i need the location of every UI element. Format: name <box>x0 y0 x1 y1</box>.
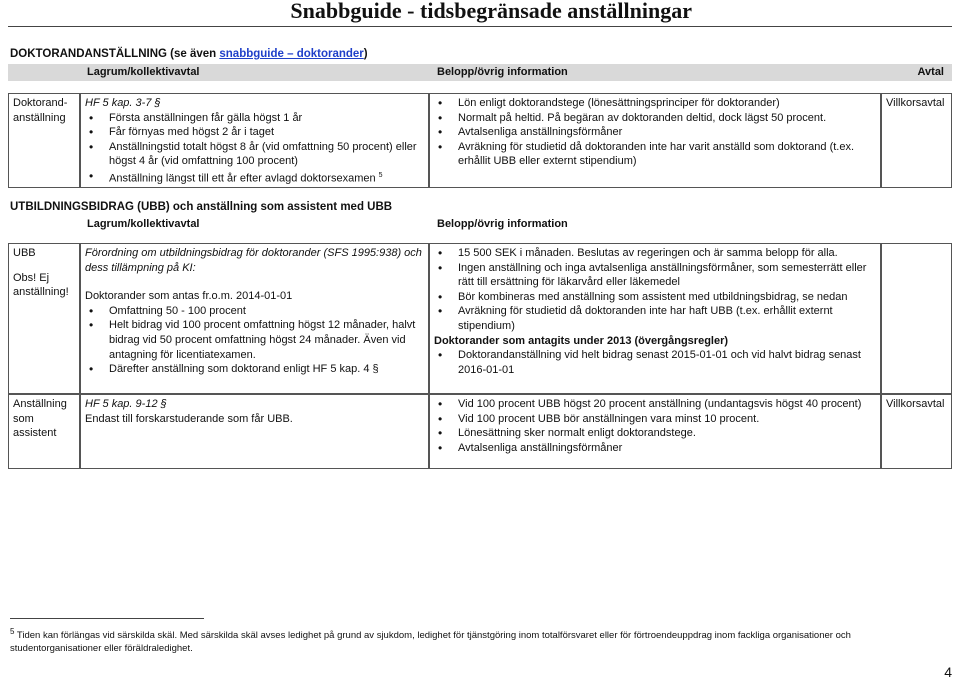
footnote-rule <box>10 618 204 619</box>
list-item: • Lönesättning sker normalt enligt doktorandstege. <box>434 426 876 441</box>
list-item: • Vid 100 procent UBB bör anställningen vara minst 10 procent. <box>434 412 876 427</box>
law-subheading: Doktorander som antas fr.o.m. 2014-01-01 <box>85 290 293 303</box>
assistent-row-law <box>80 394 429 469</box>
info-list <box>434 246 876 334</box>
snabbguide-doktorander-link[interactable]: snabbguide – doktorander <box>219 48 364 60</box>
law-title: HF 5 kap. 9-12 § <box>85 398 167 410</box>
info-list <box>434 96 876 169</box>
ubb-row-info <box>429 243 881 394</box>
list-item: • Vid 100 procent UBB högst 20 procent anställning (undantagsvis högst 40 procent) <box>434 397 876 412</box>
header-lagrum: Lagrum/kollektivavtal <box>87 218 200 230</box>
section1-header <box>8 64 952 81</box>
ubb-row-label: UBB Obs! Ej anställning! <box>8 243 80 394</box>
list-item: • Avtalsenliga anställningsförmåner <box>434 125 876 140</box>
list-item: • Omfattning 50 - 100 procent <box>85 304 424 319</box>
footnote-ref[interactable]: 5 <box>378 171 383 179</box>
list-item: • Normalt på heltid. På begäran av doktoranden deltid, dock lägst 50 procent. <box>434 111 876 126</box>
header-avtal: Avtal <box>917 66 944 78</box>
header-belopp: Belopp/övrig information <box>437 66 568 78</box>
section2-header <box>8 216 952 233</box>
assistent-row-label: Anställning som assistent <box>8 394 80 469</box>
list-item: • Får förnyas med högst 2 år i taget <box>85 125 424 140</box>
section1-row-info <box>429 93 881 188</box>
section1-row-label: Doktorand-anställning <box>8 93 80 188</box>
law-title: Förordning om utbildningsbidrag för doktorander (SFS 1995:938) och dess tillämpning på KI: <box>85 247 422 274</box>
list-item: • Avräkning för studietid då doktoranden inte har haft UBB (t.ex. erhållit externt stipendium) <box>434 304 876 333</box>
list-item: • Bör kombineras med anställning som assistent med utbildningsbidrag, se nedan <box>434 290 876 305</box>
assistent-row-avtal: Villkorsavtal <box>881 394 952 469</box>
ubb-row-law <box>80 243 429 394</box>
header-lagrum: Lagrum/kollektivavtal <box>87 66 200 78</box>
title-rule <box>8 26 952 27</box>
footnote: $^5$ Tiden kan förlängas vid särskilda skäl. Med särskilda skäl avses ledighet på grund av sjukdom, ledighet för tjänstgöring inom totalförsvaret eller för förtroendeuppdrag inom fackliga organisationer och studentorganisationer eller föräldraledighet. <box>10 627 851 655</box>
list-item: • Därefter anställning som doktorand enligt HF 5 kap. 4 § <box>85 362 424 377</box>
header-belopp: Belopp/övrig information <box>437 218 568 230</box>
info-list <box>434 397 876 455</box>
list-item: • Lön enligt doktorandstege (lönesättningsprinciper för doktorander) <box>434 96 876 111</box>
section1-title: DOKTORANDANSTÄLLNING (se även snabbguide – doktorander) <box>10 48 368 60</box>
assistent-row-info <box>429 394 881 469</box>
law-title: HF 5 kap. 3-7 § <box>85 97 161 109</box>
info-list <box>434 348 876 377</box>
list-item: • Ingen anställning och inga avtalsenliga anställningsförmåner, som semesterrätt eller rätt till ersättning för läkarvård eller läkemedel <box>434 261 876 290</box>
page-title: Snabbguide - tidsbegränsade anställningar <box>290 0 692 23</box>
ubb-row-avtal <box>881 243 952 394</box>
law-list <box>85 304 424 377</box>
info-subheading: Doktorander som antagits under 2013 (övergångsregler) <box>434 334 729 347</box>
list-item: • Första anställningen får gälla högst 1 år <box>85 111 424 126</box>
section2-title: UTBILDNINGSBIDRAG (UBB) och anställning som assistent med UBB <box>10 201 393 213</box>
list-item: • Anställningstid totalt högst 8 år (vid omfattning 50 procent) eller högst 4 år (vid omfattning 100 procent) <box>85 140 424 169</box>
law-text: Endast till forskarstuderande som får UBB. <box>85 412 293 425</box>
section1-row-avtal: Villkorsavtal <box>881 93 952 188</box>
list-item: • Doktorandanställning vid helt bidrag senast 2015-01-01 och vid halvt bidrag senast 2016-01-01 <box>434 348 876 377</box>
section1-row-law <box>80 93 429 188</box>
page-number: 4 <box>944 664 952 680</box>
law-list <box>85 111 424 187</box>
list-item: • Helt bidrag vid 100 procent omfattning högst 12 månader, halvt bidrag vid 50 procent omfattning högst 24 månader. Även vid antagning för licentiatexamen. <box>85 318 424 362</box>
list-item: • 15 500 SEK i månaden. Beslutas av regeringen och är samma belopp för alla. <box>434 246 876 261</box>
list-item: • Avräkning för studietid då doktoranden inte har varit anställd som doktorand (t.ex. erhållit UBB eller externt stipendium) <box>434 140 876 169</box>
list-item: • Avtalsenliga anställningsförmåner <box>434 441 876 456</box>
list-item: • Anställning längst till ett år efter avlagd doktorsexamen $^5$ <box>85 169 424 186</box>
